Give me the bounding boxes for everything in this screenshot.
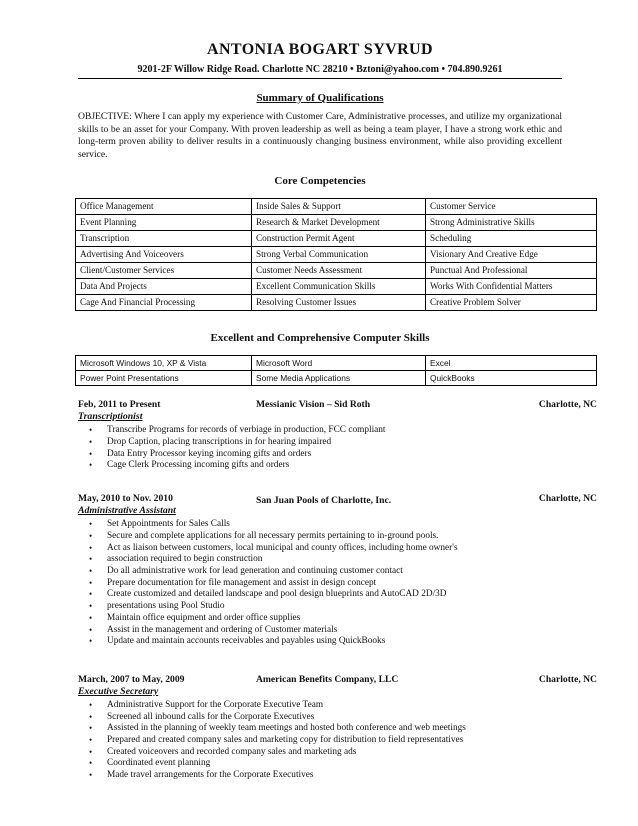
job-date: March, 2007 to May, 2009 (78, 673, 185, 685)
bullet-icon: • (89, 758, 93, 769)
duty-text: association required to begin construction (107, 554, 263, 565)
competency-row-cell: Data And Projects (76, 279, 252, 295)
job-location: Charlotte, NC (538, 673, 597, 685)
competency-row-cell: Office Management (76, 199, 252, 215)
list-item (78, 636, 562, 648)
competency-row (76, 215, 597, 231)
competency-row (76, 279, 597, 295)
computer-skill-row (76, 356, 597, 371)
job-date: May, 2010 to Nov. 2010 (78, 493, 173, 505)
list-item (78, 531, 562, 543)
job-entry (78, 398, 597, 472)
list-item (78, 449, 562, 461)
bullet-icon: • (89, 770, 93, 781)
bullet-icon: • (89, 601, 93, 612)
duty-text: Drop Caption, placing transcriptions in for hearing impaired (107, 437, 332, 448)
competency-row-cell: Strong Verbal Communication (252, 247, 426, 263)
list-item (78, 613, 562, 625)
resume-page (78, 0, 597, 782)
job-title: Administrative Assistant (78, 505, 176, 517)
competency-row-cell: Visionary And Creative Edge (426, 247, 597, 263)
competency-row-cell: Punctual And Professional (426, 263, 597, 279)
competency-row-cell: Excellent Communication Skills (252, 279, 426, 295)
job-header (78, 492, 597, 507)
duty-text: Maintain office equipment and order office supplies (107, 612, 301, 623)
list-item (78, 747, 562, 759)
list-item (78, 437, 562, 449)
competency-row-cell: Works With Confidential Matters (426, 279, 597, 295)
competency-row-cell: Research & Market Development (252, 215, 426, 231)
competency-row-cell: Resolving Customer Issues (252, 295, 426, 311)
bullet-icon: • (89, 425, 93, 436)
list-item (78, 758, 562, 770)
competency-row-cell: Event Planning (76, 215, 252, 231)
list-item (78, 700, 562, 712)
competency-row-cell: Scheduling (426, 231, 597, 247)
bullet-icon: • (89, 735, 93, 746)
duty-text: Update and maintain accounts receivables and payables using QuickBooks (107, 636, 386, 647)
competency-row-cell: Client/Customer Services (76, 263, 252, 279)
computer-skills-table (75, 355, 597, 386)
bullet-icon: • (89, 566, 93, 576)
competency-row (76, 263, 597, 279)
bullet-icon: • (89, 612, 93, 623)
competency-row-cell: Cage And Financial Processing (76, 295, 252, 311)
duty-text: Create customized and detailed landscape and pool design blueprints and AutoCAD 2D/3D (107, 589, 447, 600)
job-date: Feb, 2011 to Present (78, 399, 161, 411)
job-company: American Benefits Company, LLC (256, 673, 399, 685)
job-header (78, 673, 597, 686)
duty-text: Set Appointments for Sales Calls (107, 519, 230, 530)
computer-skill-row-cell: Microsoft Windows 10, XP & Vista (76, 356, 252, 371)
duty-text: Act as liaison between customers, local municipal and county offices, including home owner's (107, 542, 458, 553)
job-duties-list (78, 519, 562, 648)
computer-skills-title: Excellent and Comprehensive Computer Skills (210, 332, 430, 345)
duty-text: Assisted in the planning of weekly team meetings and hosted both conference and web meetings (107, 723, 466, 734)
candidate-name: ANTONIA BOGART SYVRUD (207, 41, 433, 58)
bullet-icon: • (89, 460, 93, 471)
list-item (78, 589, 562, 601)
duty-text: Cage Clerk Processing incoming gifts and orders (107, 460, 290, 471)
duty-text: Do all administrative work for lead generation and continuing customer contact (107, 566, 403, 576)
computer-skill-row-cell: Power Point Presentations (76, 371, 252, 386)
competencies-table (75, 198, 597, 311)
duty-text: Prepared and created company sales and marketing copy for distribution to field representatives (107, 735, 464, 746)
job-entry (78, 673, 597, 782)
bullet-icon: • (89, 624, 93, 635)
experience-section (78, 398, 597, 781)
bullet-icon: • (89, 699, 93, 710)
competency-row-cell: Strong Administrative Skills (426, 215, 597, 231)
bullet-icon: • (89, 711, 93, 722)
list-item (78, 425, 562, 437)
competency-row-cell: Customer Service (426, 199, 597, 215)
job-company: San Juan Pools of Charlotte, Inc. (256, 495, 392, 507)
duty-text: Prepare documentation for file management and assist in design concept (107, 577, 377, 588)
competency-row (76, 247, 597, 263)
computer-skill-row-cell: Some Media Applications (252, 371, 426, 386)
list-item (78, 566, 562, 578)
job-location: Charlotte, NC (538, 399, 597, 411)
header-divider (78, 78, 562, 79)
competency-row (76, 199, 597, 215)
job-duties-list (78, 425, 562, 472)
bullet-icon: • (89, 746, 93, 757)
bullet-icon: • (89, 530, 93, 541)
list-item (78, 770, 562, 782)
bullet-icon: • (89, 589, 93, 600)
bullet-icon: • (89, 542, 93, 553)
job-company: Messianic Vision – Sid Roth (256, 399, 371, 411)
duty-text: Transcribe Programs for records of verbiage in production, FCC compliant (107, 425, 386, 436)
job-duties-list (78, 700, 562, 782)
list-item (78, 543, 562, 555)
duty-text: Created voiceovers and recorded company sales and marketing ads (107, 746, 357, 757)
duty-text: Made travel arrangements for the Corporate Executives (107, 770, 314, 781)
list-item (78, 723, 562, 735)
competency-row-cell: Transcription (76, 231, 252, 247)
contact-line: 9201-2F Willow Ridge Road. Charlotte NC 28210 • Bztoni@yahoo.com • 704.890.9261 (137, 64, 503, 75)
job-title: Transcriptionist (78, 411, 143, 423)
list-item (78, 519, 562, 531)
bullet-icon: • (89, 636, 93, 647)
bullet-icon: • (89, 723, 93, 734)
duty-text: Administrative Support for the Corporate Executive Team (107, 699, 324, 710)
list-item (78, 735, 562, 747)
competency-row-cell: Inside Sales & Support (252, 199, 426, 215)
list-item (78, 460, 562, 472)
bullet-icon: • (89, 577, 93, 588)
list-item (78, 625, 562, 637)
competency-row-cell: Creative Problem Solver (426, 295, 597, 311)
competency-row-cell: Advertising And Voiceovers (76, 247, 252, 263)
duty-text: Data Entry Processor keying incoming gifts and orders (107, 448, 312, 459)
objective-paragraph: OBJECTIVE: Where I can apply my experience with Customer Care, Administrative processes, and utilize my organizational skills to be an asset for your Company. With proven leadership as well as being a team player, I have a strong work ethic and long-term proven ability to deliver results in a continuously changing business environment, while also providing excellent service. (78, 111, 562, 160)
computer-skill-row-cell: QuickBooks (426, 371, 597, 386)
computer-skill-row (76, 371, 597, 386)
job-title: Executive Secretary (78, 685, 159, 697)
job-entry (78, 492, 597, 648)
duty-text: Screened all inbound calls for the Corporate Executives (107, 711, 315, 722)
duty-text: Assist in the management and ordering of Customer materials (107, 624, 338, 635)
bullet-icon: • (89, 519, 93, 530)
bullet-icon: • (89, 437, 93, 448)
list-item (78, 554, 562, 566)
competency-row (76, 231, 597, 247)
competencies-title: Core Competencies (274, 175, 366, 188)
job-header (78, 398, 597, 411)
competency-row (76, 295, 597, 311)
summary-title: Summary of Qualifications (256, 92, 384, 104)
list-item (78, 578, 562, 590)
computer-skill-row-cell: Microsoft Word (252, 356, 426, 371)
list-item (78, 712, 562, 724)
duty-text: Secure and complete applications for all necessary permits pertaining to in-ground pools. (107, 530, 439, 541)
list-item (78, 601, 562, 613)
competency-row-cell: Customer Needs Assessment (252, 263, 426, 279)
bullet-icon: • (89, 554, 93, 565)
bullet-icon: • (89, 448, 93, 459)
duty-text: presentations using Pool Studio (107, 601, 225, 612)
duty-text: Coordinated event planning (107, 758, 211, 769)
job-location: Charlotte, NC (538, 493, 597, 505)
competency-row-cell: Construction Permit Agent (252, 231, 426, 247)
computer-skill-row-cell: Excel (426, 356, 597, 371)
